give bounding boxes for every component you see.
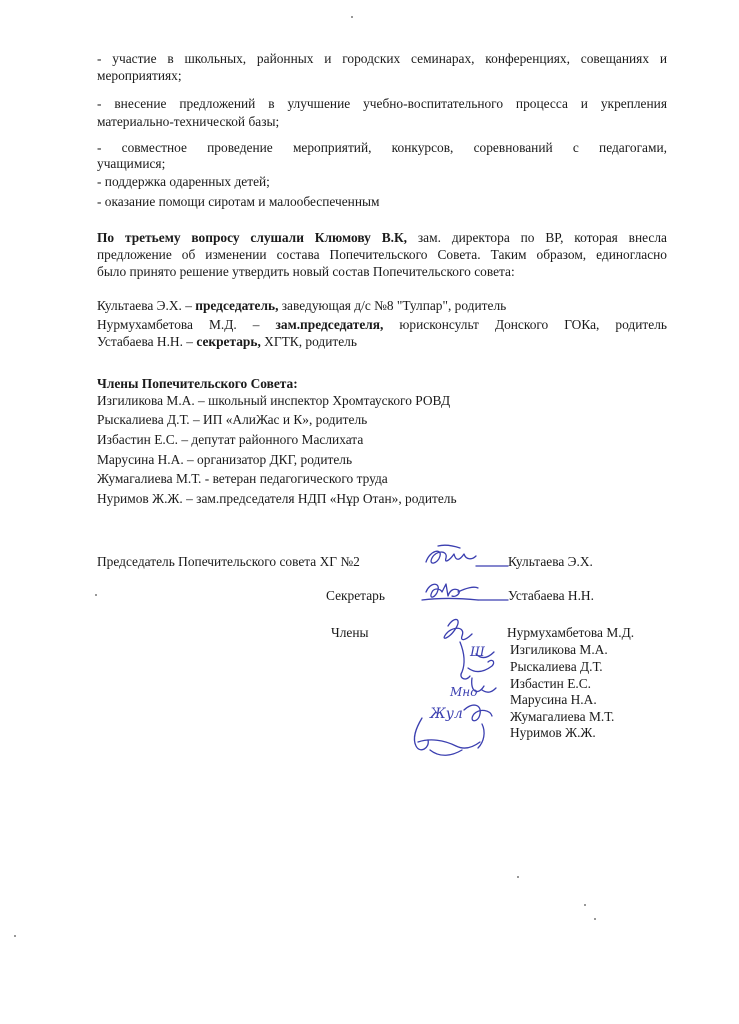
- third-question-line: предложение об изменении состава Попечительского Совета. Таким образом, единогласно: [97, 247, 667, 262]
- handwritten-mark: Ш: [470, 645, 485, 660]
- scan-speck: [594, 918, 596, 920]
- signatory-name: Марусина Н.А.: [510, 692, 597, 707]
- member-line: Изгиликова М.А. – школьный инспектор Хромтауского РОВД: [97, 393, 451, 408]
- scan-speck: [14, 935, 16, 937]
- chair-name: Культаева Э.Х.: [508, 554, 593, 569]
- member-line: Жумагалиева М.Т. - ветеран педагогического труда: [97, 471, 388, 486]
- secretary-label: Секретарь: [326, 588, 385, 603]
- chair-signature: [420, 542, 510, 576]
- signatory-name: Нурмухамбетова М.Д.: [507, 625, 635, 640]
- duty-line: мероприятиях;: [97, 68, 182, 83]
- third-question-line: было принято решение утвердить новый состав Попечительского совета:: [97, 264, 515, 279]
- signatory-name: Нуримов Ж.Ж.: [510, 725, 596, 740]
- duty-line: учащимися;: [97, 156, 166, 171]
- scan-speck: [517, 876, 519, 878]
- secretary-signature: [418, 578, 510, 610]
- handwritten-mark: Жул: [430, 706, 463, 722]
- third-question-line: По третьему вопросу слушали Клюмову В.К, зам. директора по ВР, которая внесла: [97, 230, 667, 245]
- member-line: Избастин Е.С. – депутат районного Маслихата: [97, 432, 364, 447]
- members-heading: Члены Попечительского Совета:: [97, 376, 298, 391]
- handwritten-mark: Мно: [450, 685, 478, 699]
- member-line: Рыскалиева Д.Т. – ИП «АлиЖас и К», родитель: [97, 412, 368, 427]
- secretary-name: Устабаева Н.Н.: [508, 588, 594, 603]
- chair-label: Председатель Попечительского совета ХГ №2: [97, 554, 360, 569]
- officer-line: Устабаева Н.Н. – секретарь, ХГТК, родитель: [97, 334, 357, 349]
- member-line: Марусина Н.А. – организатор ДКГ, родитель: [97, 452, 353, 467]
- members-label: Члены: [331, 625, 369, 640]
- officer-line: Нурмухамбетова М.Д. – зам.председателя, юрисконсульт Донского ГОКа, родитель: [97, 317, 667, 332]
- members-signatures: [400, 612, 512, 772]
- duty-line: - совместное проведение мероприятий, конкурсов, соревнований с педагогами,: [97, 140, 667, 155]
- duty-line: материально-технической базы;: [97, 114, 280, 129]
- member-line: Нуримов Ж.Ж. – зам.председателя НДП «Нұр Отан», родитель: [97, 491, 457, 506]
- signatory-name: Рыскалиева Д.Т.: [510, 659, 603, 674]
- scan-speck: [584, 904, 586, 906]
- scan-speck: [95, 594, 97, 596]
- third-question-lead: По третьему вопросу слушали Клюмову В.К,: [97, 230, 408, 245]
- officer-line: Культаева Э.Х. – председатель, заведующая д/с №8 "Тулпар", родитель: [97, 298, 507, 313]
- duty-line: - поддержка одаренных детей;: [97, 174, 270, 189]
- duty-line: - участие в школьных, районных и городских семинарах, конференциях, совещаниях и: [97, 51, 667, 66]
- signatory-name: Изгиликова М.А.: [510, 642, 608, 657]
- duty-line: - оказание помощи сиротам и малообеспеченным: [97, 194, 380, 209]
- scan-speck: [351, 16, 353, 18]
- signatory-name: Жумагалиева М.Т.: [510, 709, 615, 724]
- signatory-name: Избастин Е.С.: [510, 676, 591, 691]
- duty-line: - внесение предложений в улучшение учебно-воспитательного процесса и укрепления: [97, 96, 667, 111]
